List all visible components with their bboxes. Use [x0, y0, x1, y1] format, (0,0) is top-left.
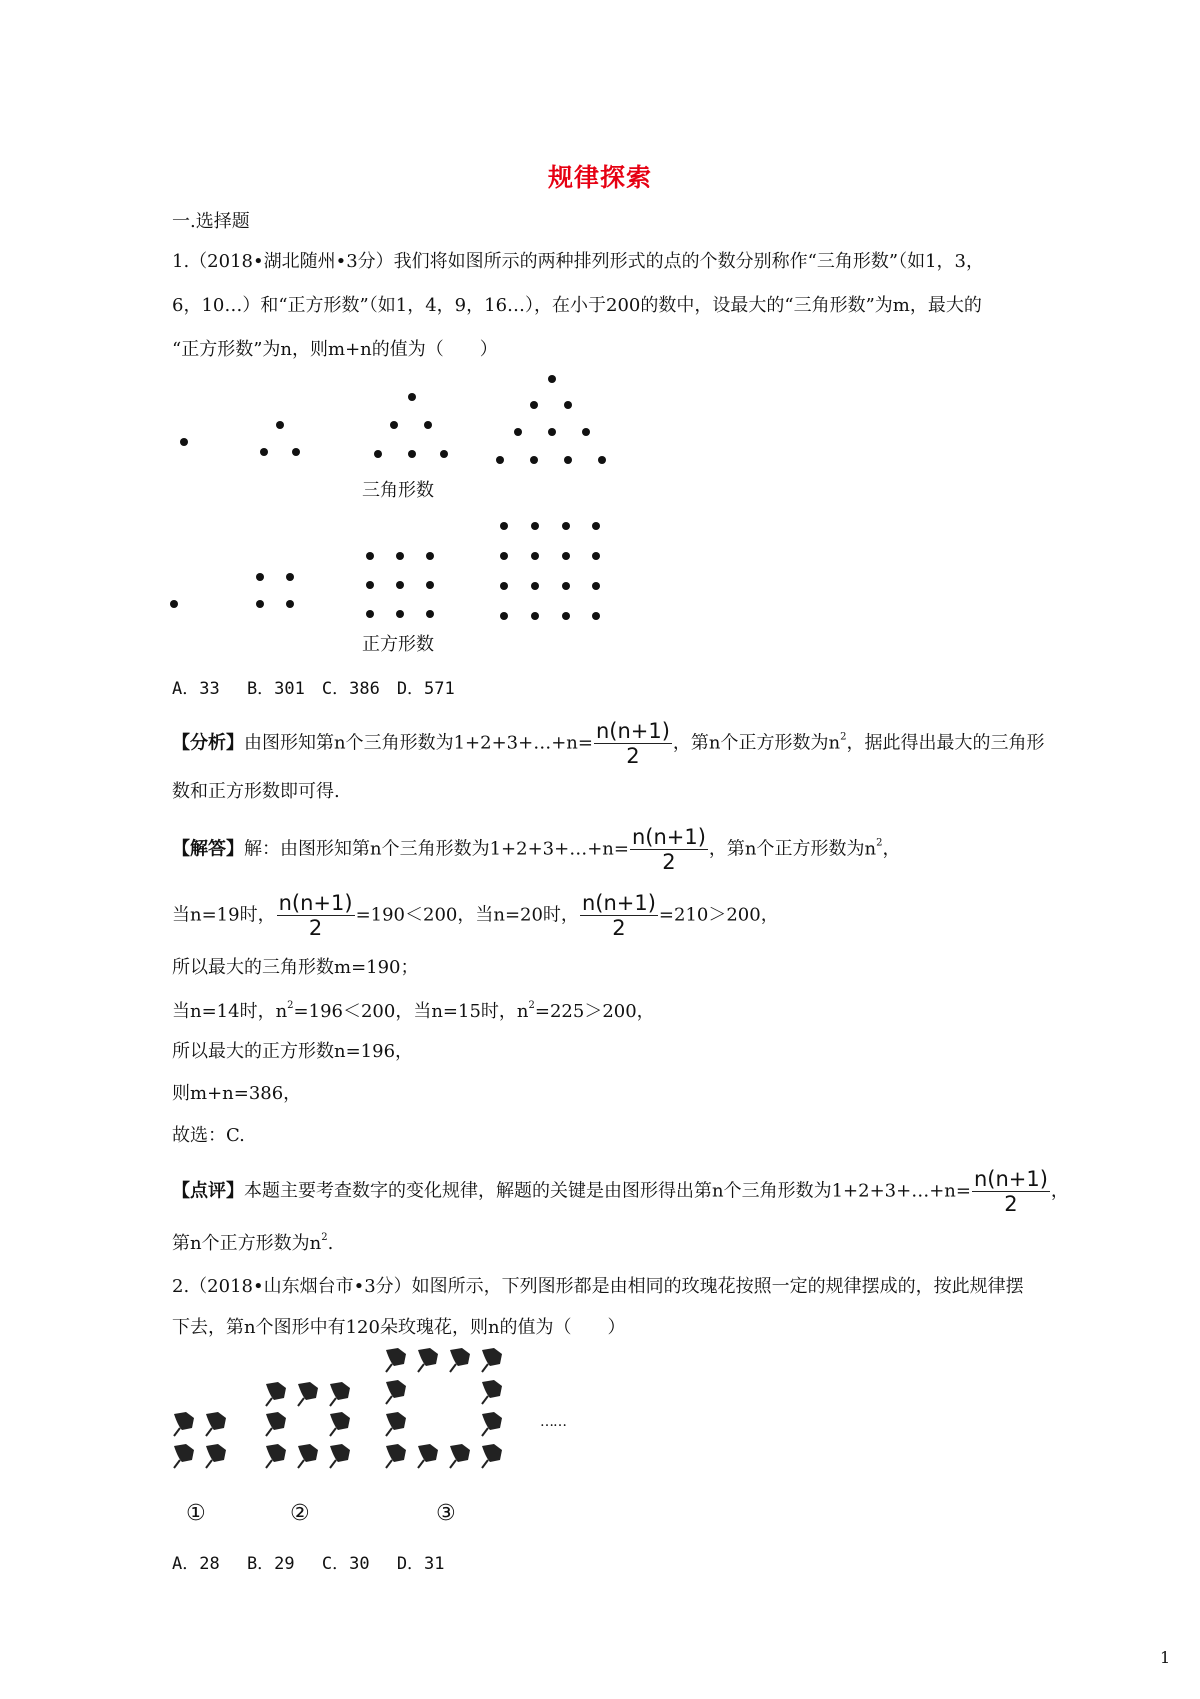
dot: [592, 582, 600, 590]
dot: [390, 421, 398, 429]
rose-figure-2: [266, 1382, 350, 1468]
dot: [408, 393, 416, 401]
dot: [562, 582, 570, 590]
fraction: $\frac{n(n+1)}{2}$: [581, 891, 656, 940]
fraction: $\frac{n(n+1)}{2}$: [595, 719, 670, 768]
q1-solution-step4: 所以最大的正方形数n=196，: [172, 1041, 414, 1062]
dot: [530, 456, 538, 464]
triangle-numbers-label: 三角形数: [362, 480, 434, 501]
q1-stem-line2: 6，10…）和“正方形数”（如1，4，9，16…），在小于200的数中，设最大的“三角形数”为m，最大的: [172, 295, 982, 316]
dot: [366, 552, 374, 560]
square-numbers-label: 正方形数: [362, 634, 434, 655]
dot: [592, 522, 600, 530]
figure-label-2: ②: [290, 1501, 310, 1526]
dot: [500, 552, 508, 560]
dot: [256, 600, 264, 608]
dot: [548, 375, 556, 383]
dot: [496, 456, 504, 464]
q1-solution-step2: 所以最大的三角形数m=190；: [172, 957, 419, 978]
square-numbers-figure: [160, 510, 640, 630]
dot: [592, 612, 600, 620]
solution-tag: 【解答】: [172, 838, 244, 860]
pattern-ellipsis: ……: [540, 1414, 566, 1430]
dot: [598, 456, 606, 464]
q1-solution-step5: 则m+n=386，: [172, 1083, 302, 1104]
dot: [426, 581, 434, 589]
fraction: $\frac{n(n+1)}{2}$: [973, 1167, 1048, 1216]
dot: [170, 600, 178, 608]
dot: [396, 552, 404, 560]
fraction: $\frac{n(n+1)}{2}$: [631, 825, 706, 874]
dot: [531, 522, 539, 530]
triangle-numbers-figure: [160, 370, 640, 490]
dot: [564, 456, 572, 464]
dot: [286, 600, 294, 608]
dot: [276, 421, 284, 429]
q1-solution-step6: 故选：C.: [172, 1125, 245, 1146]
dot: [592, 552, 600, 560]
analysis-tag: 【分析】: [172, 732, 244, 754]
dot: [500, 522, 508, 530]
q1-stem-line3: “正方形数”为n，则m+n的值为（ ）: [172, 339, 498, 360]
dot: [530, 401, 538, 409]
q1-stem-line1: 1.（2018•湖北随州•3分）我们将如图所示的两种排列形式的点的个数分别称作“三角形数”（如1，3，: [172, 251, 984, 272]
dot: [440, 450, 448, 458]
q2-stem-line2: 下去，第n个图形中有120朵玫瑰花，则n的值为（ ）: [172, 1317, 626, 1338]
dot: [396, 581, 404, 589]
dot: [426, 610, 434, 618]
dot: [564, 401, 572, 409]
dot: [562, 612, 570, 620]
dot: [500, 612, 508, 620]
dot: [562, 552, 570, 560]
dot: [256, 573, 264, 581]
q1-solution-step3: 当n=14时，$n^2=196<200$，当n=15时，$n^2=225>200$，: [172, 1000, 655, 1022]
q1-comment-line2: 第n个正方形数为$n^2$.: [172, 1232, 334, 1254]
dot: [286, 573, 294, 581]
fraction: $\frac{n(n+1)}{2}$: [278, 891, 353, 940]
dot: [514, 428, 522, 436]
rose-figure-3: [386, 1348, 502, 1468]
dot: [424, 421, 432, 429]
q1-solution-step1: 当n=19时， $\frac{n(n+1)}{2}$ =190＜200，当n=20时， $\frac{n(n+1)}{2}$ =210＞200，: [172, 891, 779, 940]
dot: [396, 610, 404, 618]
figure-label-3: ③: [436, 1501, 456, 1526]
dot: [500, 582, 508, 590]
q1-options: A．33 B．301 C．386 D．571: [172, 679, 455, 699]
dot: [531, 612, 539, 620]
q1-comment-line1: 【点评】本题主要考查数字的变化规律，解题的关键是由图形得出第n个三角形数为1+2+3+…+n= $\frac{n(n+1)}{2}$ ，: [172, 1167, 1069, 1216]
rose-pattern-figure: [160, 1340, 600, 1510]
dot: [292, 448, 300, 456]
dot: [374, 450, 382, 458]
rose-figure-1: [174, 1412, 226, 1468]
dot: [531, 552, 539, 560]
dot: [548, 428, 556, 436]
figure-label-1: ①: [186, 1501, 206, 1526]
dot: [366, 610, 374, 618]
page-number: 1: [1160, 1648, 1171, 1667]
q1-solution-line1: 【解答】解：由图形知第n个三角形数为1+2+3+…+n= $\frac{n(n+1)}{2}$ ，第n个正方形数为$n^2$，: [172, 825, 901, 874]
q1-analysis-line2: 数和正方形数即可得.: [172, 781, 340, 802]
dot: [180, 438, 188, 446]
page-title: 规律探索: [547, 163, 652, 192]
dot: [408, 450, 416, 458]
q2-options: A．28 B．29 C．30 D．31: [172, 1554, 445, 1574]
dot: [582, 428, 590, 436]
section-heading: 一.选择题: [172, 211, 250, 232]
comment-tag: 【点评】: [172, 1180, 244, 1202]
dot: [366, 581, 374, 589]
q1-analysis-line1: 【分析】由图形知第n个三角形数为1+2+3+…+n= $\frac{n(n+1)}{2}$ ，第n个正方形数为$n^2$，据此得出最大的三角形: [172, 719, 1045, 768]
dot: [426, 552, 434, 560]
dot: [562, 522, 570, 530]
dot: [260, 448, 268, 456]
q2-stem-line1: 2.（2018•山东烟台市•3分）如图所示，下列图形都是由相同的玫瑰花按照一定的规律摆成的，按此规律摆: [172, 1276, 1024, 1297]
dot: [531, 582, 539, 590]
